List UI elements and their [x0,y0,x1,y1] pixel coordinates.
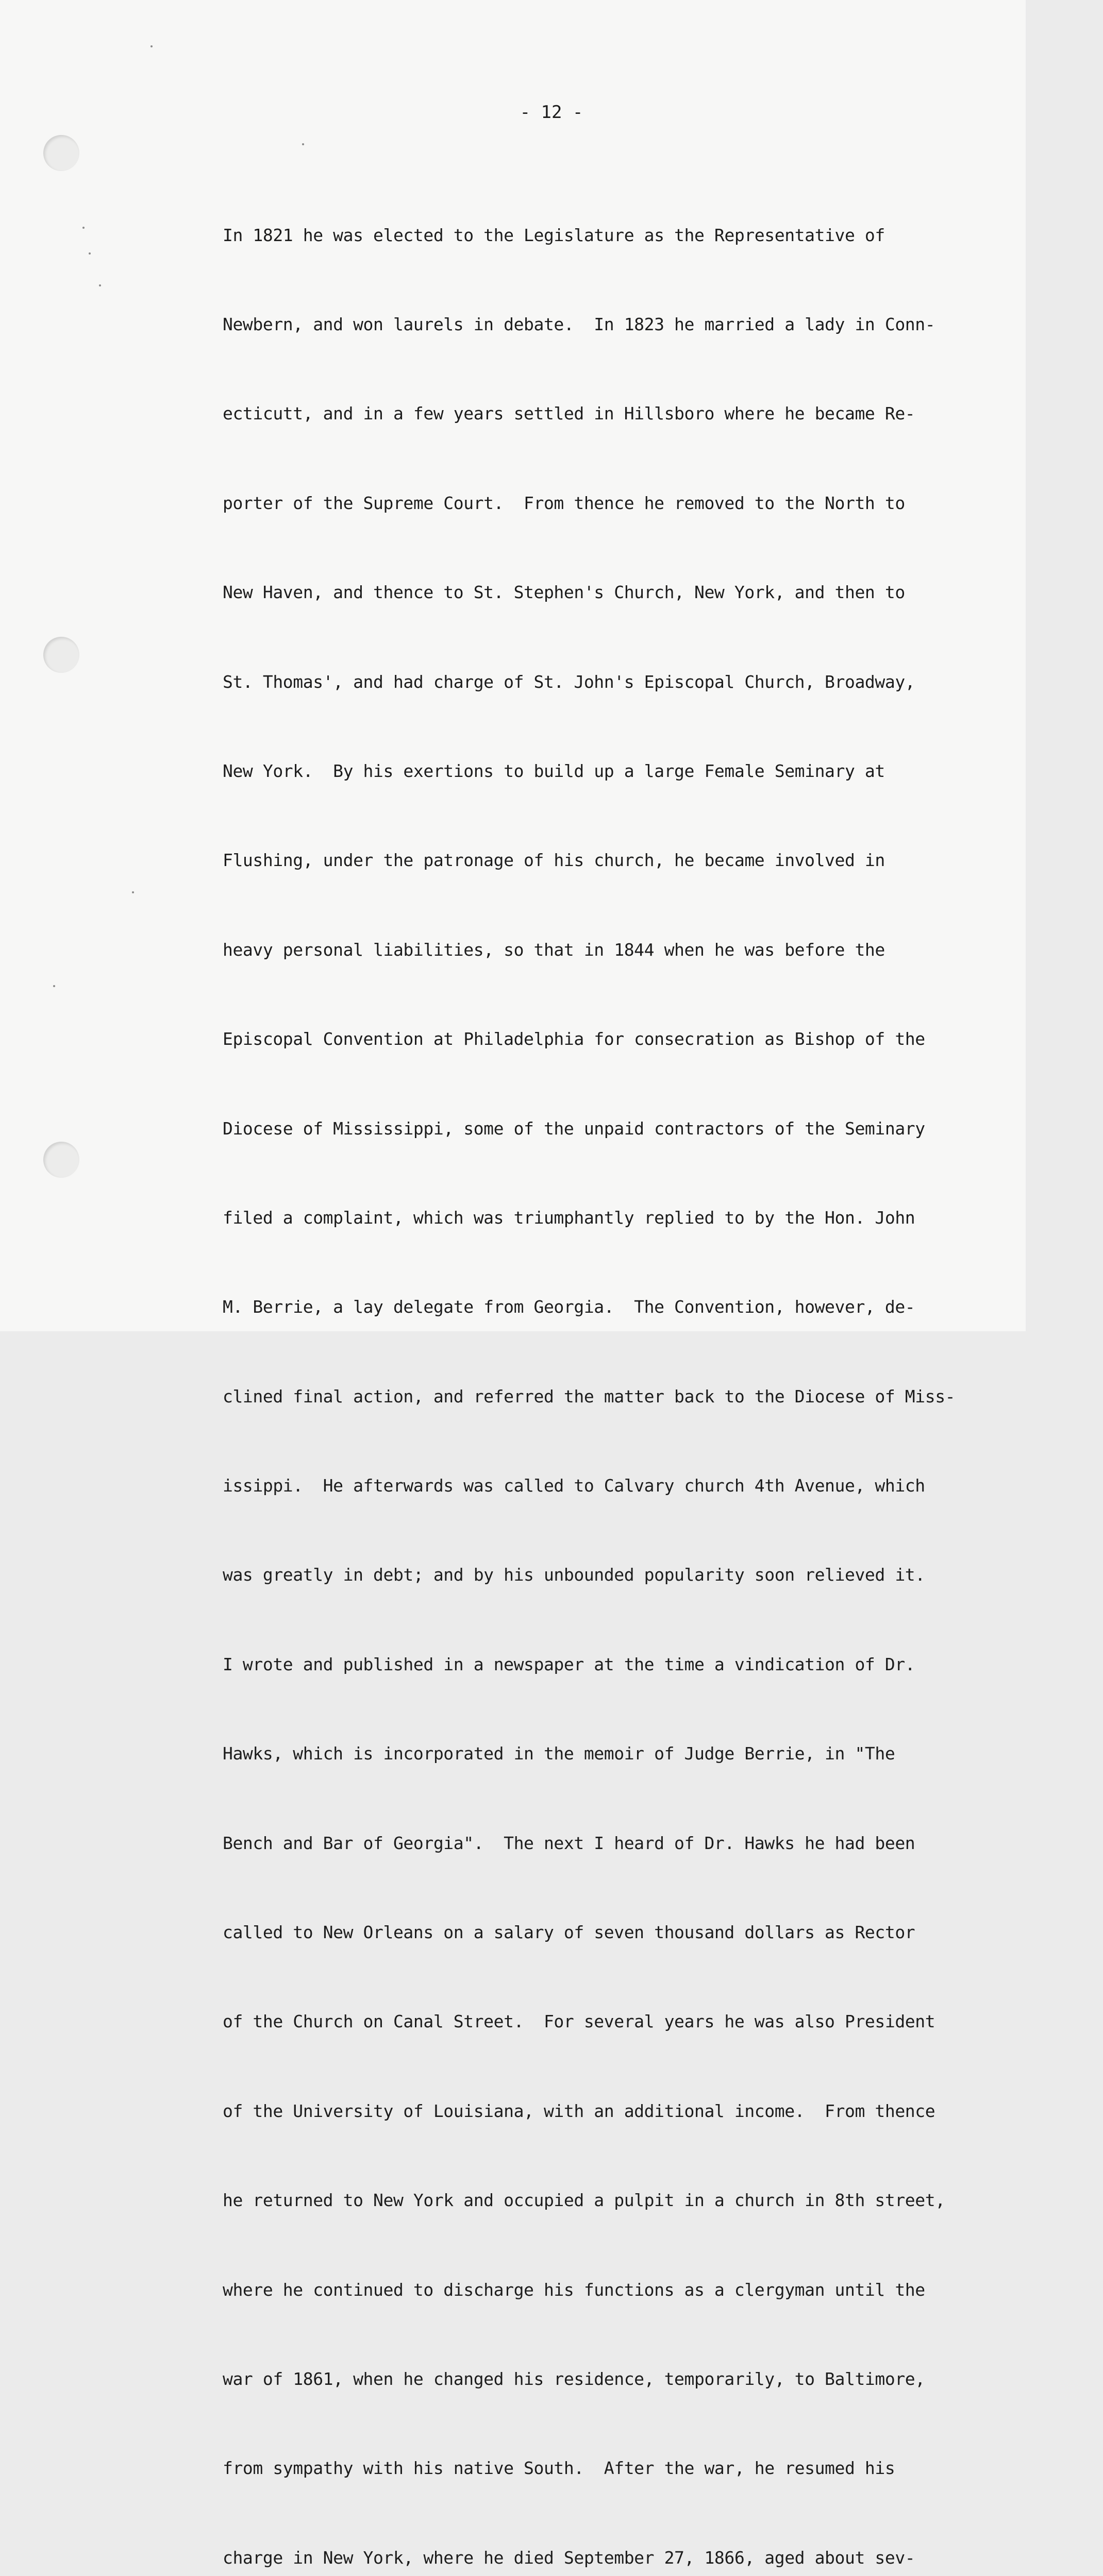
punch-hole-top [43,135,79,171]
text-line: St. Thomas', and had charge of St. John's Episcopal Church, Broadway, [223,671,915,692]
text-line: heavy personal liabilities, so that in 1844 when he was before the [223,939,885,960]
text-line: of the Church on Canal Street. For several years he was also President [223,2011,935,2032]
paper-speck [53,985,55,987]
text-line: In 1821 he was elected to the Legislature as the Representative of [223,225,885,245]
text-line: New Haven, and thence to St. Stephen's Church, New York, and then to [223,582,905,603]
text-line: Bench and Bar of Georgia". The next I heard of Dr. Hawks he had been [223,1833,915,1853]
text-line: M. Berrie, a lay delegate from Georgia. The Convention, however, de- [223,1297,915,1317]
text-line: of the University of Louisiana, with an additional income. From thence [223,2100,935,2121]
text-line: from sympathy with his native South. After the war, he resumed his [223,2458,895,2479]
punch-hole-middle [43,637,79,673]
text-line: Flushing, under the patronage of his church, he became involved in [223,850,885,871]
paper-speck [99,284,101,286]
text-line: ecticutt, and in a few years settled in Hillsboro where he became Re- [223,403,915,424]
text-line: filed a complaint, which was triumphantly replied to by the Hon. John [223,1207,915,1228]
text-line: New York. By his exertions to build up a large Female Seminary at [223,760,885,781]
text-line: clined final action, and referred the matter back to the Diocese of Miss- [223,1386,956,1406]
paper-speck [302,143,304,145]
page-number: - 12 - [520,102,583,123]
paper-speck [89,252,91,255]
text-line: war of 1861, when he changed his residence, temporarily, to Baltimore, [223,2368,925,2389]
text-line: charge in New York, where he died September 27, 1866, aged about sev- [223,2547,915,2568]
text-line: Episcopal Convention at Philadelphia for consecration as Bishop of the [223,1029,925,1049]
text-line: Diocese of Mississippi, some of the unpaid contractors of the Seminary [223,1118,925,1139]
text-line: I wrote and published in a newspaper at the time a vindication of Dr. [223,1654,915,1674]
text-line: issippi. He afterwards was called to Calvary church 4th Avenue, which [223,1476,925,1496]
paper-speck [82,227,85,229]
text-line: called to New Orleans on a salary of seven thousand dollars as Rector [223,1922,915,1943]
text-line: porter of the Supreme Court. From thence he removed to the North to [223,493,905,513]
text-line: Newbern, and won laurels in debate. In 1823 he married a lady in Conn- [223,314,935,334]
body-text [223,161,955,2576]
text-line: was greatly in debt; and by his unbounded popularity soon relieved it. [223,1565,925,1585]
paper-speck [151,45,153,47]
paper-speck [132,891,134,893]
text-line: Hawks, which is incorporated in the memoir of Judge Berrie, in "The [223,1743,895,1764]
text-line: he returned to New York and occupied a pulpit in a church in 8th street, [223,2190,945,2211]
text-line: where he continued to discharge his functions as a clergyman until the [223,2279,925,2300]
punch-hole-bottom [43,1142,79,1178]
